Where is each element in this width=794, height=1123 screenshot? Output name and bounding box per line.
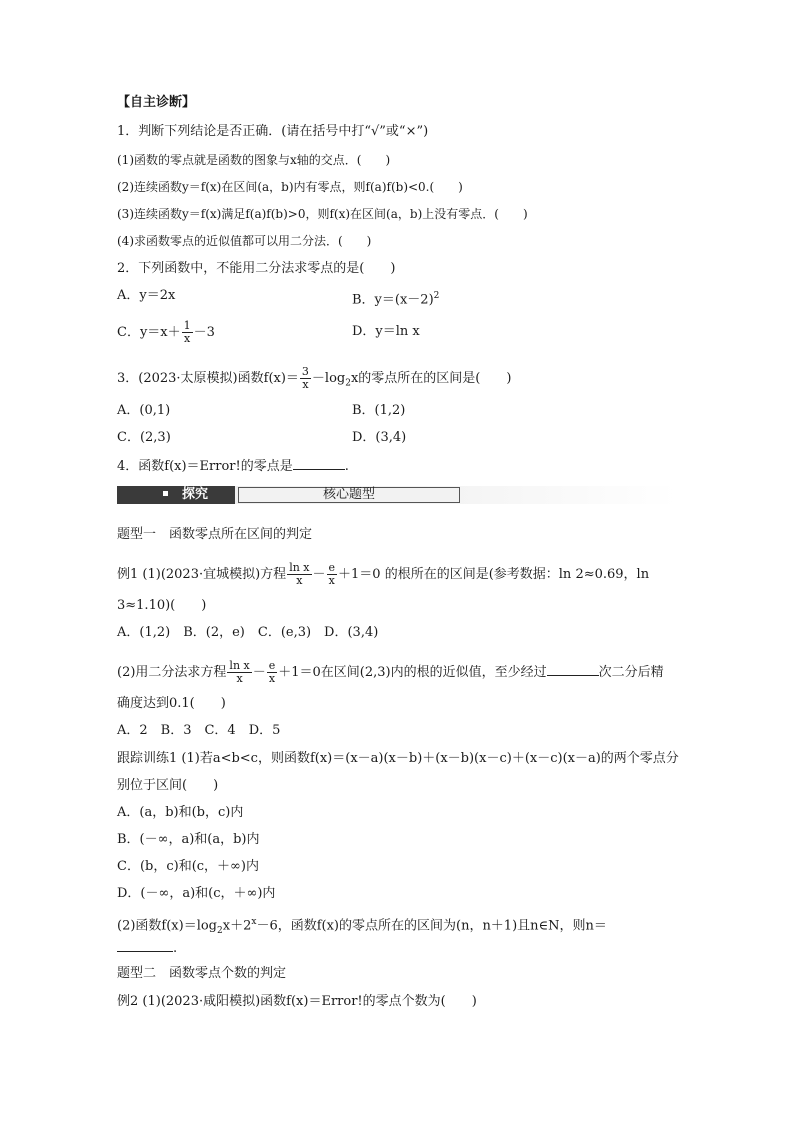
section-banner bbox=[117, 486, 677, 504]
q2-option-a: A．y＝2x bbox=[117, 288, 176, 303]
example1-part1-cont: 3≈1.10)( ) bbox=[117, 598, 207, 613]
q2-option-b: B．$y=(x-2)^2$ bbox=[352, 291, 440, 308]
example1-part1-options: A．(1,2) B．(2，e) C．(e,3) D．(3,4) bbox=[117, 625, 379, 640]
type1-heading: 题型一 函数零点所在区间的判定 bbox=[117, 527, 313, 542]
q1-item-2: (2)连续函数y＝f(x)在区间(a，b)内有零点，则f(a)f(b)<0.( ) bbox=[117, 180, 463, 194]
example1-part2-options: A．2 B．3 C．4 D．5 bbox=[117, 723, 281, 738]
training1-option-d: D．(－∞，a)和(c，＋∞)内 bbox=[117, 886, 276, 901]
self-check-heading: 【自主诊断】 bbox=[117, 95, 196, 110]
answer-blank bbox=[547, 661, 599, 676]
q3-option-c: C．(2,3) bbox=[117, 430, 171, 445]
answer-blank bbox=[293, 455, 345, 470]
training1-part1-line1: 跟踪训练1 (1)若a<b<c，则函数f(x)＝(x－a)(x－b)＋(x－b)(x－c)＋(x－c)(x－a)的两个零点分 bbox=[117, 751, 679, 766]
q3-stem: 3．(2023·太原模拟)函数f(x)＝ $\frac{3}{x}$ $-\log_2x$的零点所在的区间是( ) bbox=[117, 365, 512, 391]
example1-part1: 例1 (1)(2023·宜城模拟)方程 $\frac{\text{ln x}}{x}$ － $\frac{e}{x}$ ＋1＝0 的根所在的区间是(参考数据：ln 2≈0.69，ln bbox=[117, 561, 650, 587]
banner-core-types: 核心题型 bbox=[238, 487, 460, 503]
q3-option-a: A．(0,1) bbox=[117, 403, 171, 418]
square-bullet-icon bbox=[163, 491, 168, 496]
q1-item-1: (1)函数的零点就是函数的图象与x轴的交点．( ) bbox=[117, 153, 391, 167]
q3-option-d: D．(3,4) bbox=[352, 430, 407, 445]
q1-item-4: (4)求函数零点的近似值都可以用二分法．( ) bbox=[117, 234, 372, 248]
q3-option-b: B．(1,2) bbox=[352, 403, 406, 418]
q1-stem: 1．判断下列结论是否正确．(请在括号中打“√”或“×”) bbox=[117, 124, 429, 139]
q1-item-3: (3)连续函数y＝f(x)满足f(a)f(b)>0，则f(x)在区间(a，b)上没有零点．( ) bbox=[117, 207, 528, 221]
example2-part1: 例2 (1)(2023·咸阳模拟)函数f(x)＝Error!的零点个数为( ) bbox=[117, 994, 477, 1009]
training1-part2: (2)函数$f(x)=\log_2x+2^x-6$，函数f(x)的零点所在的区间为(n，n＋1)且n∈N，则n＝ bbox=[117, 917, 607, 936]
training1-option-c: C．(b，c)和(c，＋∞)内 bbox=[117, 859, 259, 874]
q2-option-d: D．y＝ln x bbox=[352, 324, 420, 339]
q2-stem: 2．下列函数中，不能用二分法求零点的是( ) bbox=[117, 261, 396, 276]
example1-part2: (2)用二分法求方程 $\frac{\text{ln x}}{x}$ － $\frac{e}{x}$ ＋1＝0在区间(2,3)内的根的近似值，至少经过 次二分后精 bbox=[117, 659, 664, 685]
q4-stem: 4．函数f(x)＝Error!的零点是 . bbox=[117, 455, 349, 477]
training1-part1-line2: 别位于区间( ) bbox=[117, 778, 219, 793]
banner-explore: 探究 bbox=[117, 486, 235, 504]
type2-heading: 题型二 函数零点个数的判定 bbox=[117, 966, 287, 981]
example1-part2-cont: 确度达到0.1( ) bbox=[117, 696, 226, 711]
training1-option-b: B．(－∞，a)和(a，b)内 bbox=[117, 832, 260, 847]
training1-part2-cont: . bbox=[117, 937, 177, 959]
training1-option-a: A．(a，b)和(b，c)内 bbox=[117, 805, 244, 820]
answer-blank bbox=[117, 937, 173, 952]
q2-option-c: C．y＝x＋ $\frac{1}{x}$ －3 bbox=[117, 319, 215, 345]
